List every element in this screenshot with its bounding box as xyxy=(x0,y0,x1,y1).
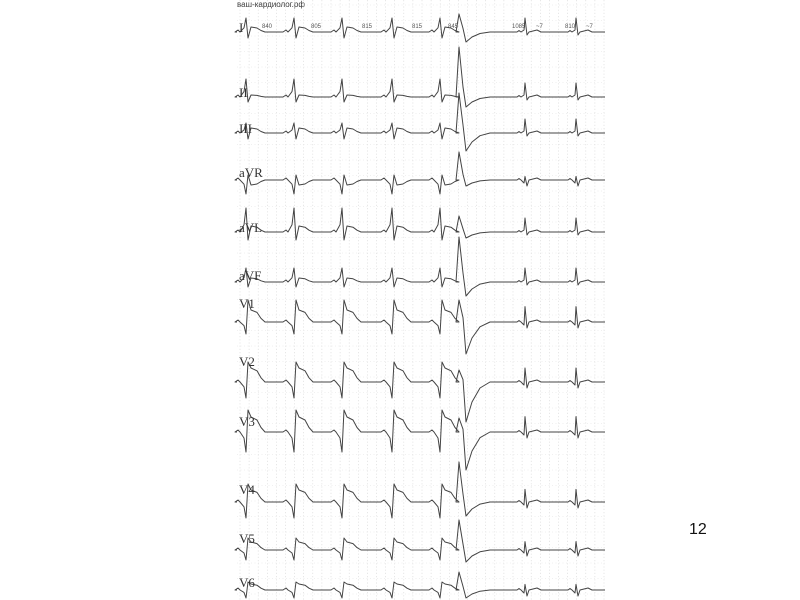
lead-label-i: I xyxy=(239,20,244,35)
lead-label-avl: aVL xyxy=(239,220,263,235)
rr-interval-label: 845 xyxy=(448,24,459,30)
rr-interval-row xyxy=(262,24,594,30)
rr-interval-label: 815 xyxy=(412,24,423,30)
lead-label-ii: II xyxy=(239,85,248,100)
rr-interval-label: 805 xyxy=(311,24,322,30)
source-caption: ваш-кардиолог.рф xyxy=(237,0,305,9)
lead-label-v3: V3 xyxy=(239,414,255,429)
lead-label-avr: aVR xyxy=(239,165,263,180)
lead-label-v4: V4 xyxy=(239,482,255,497)
rr-interval-label: 1085 xyxy=(512,24,526,30)
rr-interval-label: 810 xyxy=(565,24,576,30)
rr-interval-label: 815 xyxy=(362,24,373,30)
lead-label-iii: III xyxy=(239,121,252,136)
rr-interval-label: 840 xyxy=(262,24,273,30)
lead-label-v5: V5 xyxy=(239,531,255,546)
lead-label-v1: V1 xyxy=(239,296,255,311)
rr-interval-label: ~7 xyxy=(536,24,543,30)
rr-interval-label: ~7 xyxy=(586,24,593,30)
lead-label-v6: V6 xyxy=(239,575,255,590)
lead-label-v2: V2 xyxy=(239,354,255,369)
slide-page-number: 12 xyxy=(689,521,707,538)
ecg-traces xyxy=(235,14,605,598)
lead-label-avf: aVF xyxy=(239,268,262,283)
